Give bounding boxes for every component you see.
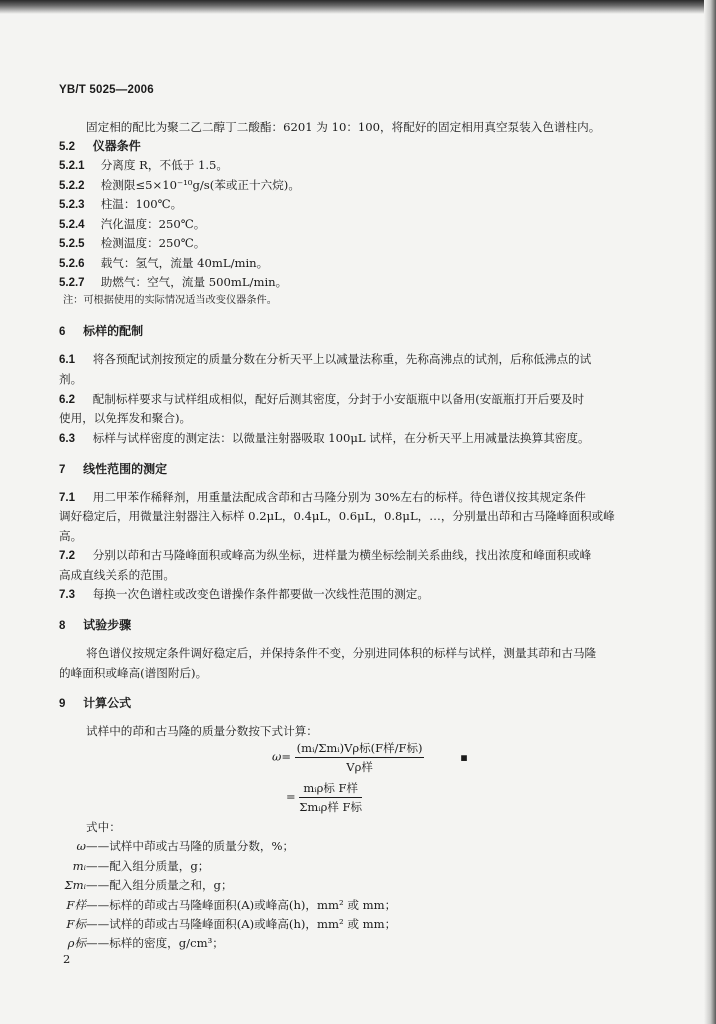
formula-lhs: ω= (272, 749, 292, 764)
formula-line-1 (272, 740, 468, 775)
item-number: 5.2.7 (59, 277, 85, 289)
item-text: 柱温：100℃。 (100, 197, 183, 211)
clause-number: 6.3 (59, 433, 75, 445)
section-5-2-heading (59, 139, 141, 154)
paragraph-text: 的峰面积或峰高(谱图附后)。 (59, 666, 208, 680)
section-number: 6 (59, 326, 66, 338)
paragraph-6-2 (59, 392, 584, 407)
item-number: 5.2.1 (59, 160, 85, 172)
item-text: 检测温度：250℃。 (100, 236, 206, 250)
symbol: mᵢ (72, 859, 86, 873)
clause-number: 7.3 (59, 589, 75, 601)
section-number: 9 (59, 698, 66, 710)
symbol: ρ标 (67, 936, 86, 950)
definition-row (0, 859, 209, 873)
note: 注：可根据使用的实际情况适当改变仪器条件。 (63, 295, 277, 306)
item-number: 5.2.3 (59, 199, 85, 211)
formula-equals: = (286, 789, 296, 804)
formula-line-2 (286, 780, 362, 815)
fraction-numerator: (mᵢ/Σmᵢ)Vρ标(F样/F标) (295, 740, 425, 758)
item-text: 汽化温度：250℃。 (100, 217, 206, 231)
paragraph-text: 高。 (59, 529, 83, 543)
paragraph-text: 使用，以免挥发和聚合)。 (59, 411, 192, 425)
item-number: 5.2.4 (59, 219, 85, 231)
definition-row (0, 936, 224, 950)
item-number: 5.2.5 (59, 238, 85, 250)
clause-number: 6.2 (59, 394, 75, 406)
clause-number: 6.1 (59, 354, 75, 366)
section-number: 8 (59, 620, 66, 632)
definition-row (0, 878, 233, 892)
fraction-denominator: Vρ样 (346, 760, 373, 774)
definition-row (0, 839, 294, 853)
formula-dot: ▪ (460, 749, 468, 764)
section-title: 标样的配制 (83, 324, 144, 338)
section-title: 线性范围的测定 (83, 462, 168, 476)
section-title: 计算公式 (83, 696, 132, 710)
item-text: 检测限≤5×10⁻¹⁰g/s(苯或正十六烷)。 (100, 178, 300, 192)
paragraph-text: 剂。 (59, 372, 83, 386)
section-number: 7 (59, 464, 66, 476)
section-7-heading (59, 462, 167, 477)
paragraph-text: 标样与试样密度的测定法：以微量注射器吸取 100μL 试样，在分析天平上用减量法换算其密度。 (92, 431, 590, 445)
symbol: Σmᵢ (64, 878, 86, 892)
definition-row (0, 917, 396, 931)
clause-number: 7.1 (59, 492, 75, 504)
clause-number: 7.2 (59, 550, 75, 562)
paragraph-6-3 (59, 431, 590, 446)
fraction-denominator: Σmᵢρ样 F标 (299, 800, 363, 814)
paragraph-text: 配制标样要求与试样组成相似，配好后测其密度，分封于小安瓿瓶中以备用(安瓿瓶打开后要及时 (92, 392, 585, 406)
list-item (59, 197, 182, 212)
symbol: ω (76, 839, 86, 853)
section-title: 试验步骤 (83, 618, 132, 632)
fraction (299, 780, 362, 815)
item-number: 5.2.2 (59, 180, 85, 192)
fraction (295, 740, 425, 775)
paragraph-7-1 (59, 490, 586, 505)
definition-text: ——配入组分质量，g； (86, 859, 210, 873)
list-item (59, 158, 228, 173)
formula-intro: 试样中的茚和古马隆的质量分数按下式计算： (86, 724, 318, 738)
paragraph-text: 调好稳定后，用微量注射器注入标样 0.2μL，0.4μL，0.6μL，0.8μL，…，分别量出茚和古马隆峰面积或峰 (59, 509, 615, 523)
definition-text: ——标样的茚或古马隆峰面积(A)或峰高(h)，mm² 或 mm； (86, 898, 397, 912)
paragraph-text: 用二甲苯作稀释剂，用重量法配成含茚和古马隆分别为 30%左右的标样。待色谱仪按其规定条件 (92, 490, 586, 504)
page-number: 2 (63, 952, 71, 966)
intro-line: 固定相的配比为聚二乙二醇丁二酸酯：6201 为 10：100，将配好的固定相用真空泵装入色谱柱内。 (86, 120, 601, 134)
section-6-heading (59, 324, 143, 339)
list-item (59, 217, 205, 232)
section-8-heading (59, 618, 131, 633)
fraction-numerator: mᵢρ标 F样 (299, 780, 362, 798)
list-item (59, 275, 287, 290)
paragraph-7-2 (59, 548, 591, 563)
definition-text: ——试样中茚或古马隆的质量分数，%； (86, 839, 295, 853)
section-title: 仪器条件 (92, 139, 141, 153)
standard-code: YB/T 5025—2006 (59, 84, 154, 96)
paragraph-text: 将色谱仪按规定条件调好稳定后，并保持条件不变，分别进同体积的标样与试样，测量其茚和古马隆 (86, 646, 597, 660)
list-item (59, 178, 300, 193)
item-number: 5.2.6 (59, 258, 85, 270)
paragraph-6-1 (59, 352, 591, 367)
definition-text: ——试样的茚或古马隆峰面积(A)或峰高(h)，mm² 或 mm； (86, 917, 397, 931)
definition-row (0, 898, 396, 912)
list-item (59, 236, 205, 251)
paragraph-text: 分别以茚和古马隆峰面积或峰高为纵坐标，进样量为横坐标绘制关系曲线，找出浓度和峰面积或峰 (92, 548, 592, 562)
section-number: 5.2 (59, 141, 75, 153)
paragraph-text: 将各预配试剂按预定的质量分数在分析天平上以减量法称重，先称高沸点的试剂，后称低沸点的试 (92, 352, 592, 366)
section-9-heading (59, 696, 131, 711)
definition-text: ——标样的密度，g/cm³； (86, 936, 224, 950)
item-text: 载气：氢气，流量 40mL/min。 (100, 256, 269, 270)
symbol: F标 (66, 917, 86, 931)
paragraph-text: 每换一次色谱柱或改变色谱操作条件都要做一次线性范围的测定。 (92, 587, 429, 601)
paragraph-7-3 (59, 587, 429, 602)
definition-text: ——配入组分质量之和，g； (86, 878, 233, 892)
item-text: 助燃气：空气，流量 500mL/min。 (100, 275, 288, 289)
item-text: 分离度 R，不低于 1.5。 (100, 158, 228, 172)
list-item (59, 256, 268, 271)
symbol: F样 (66, 898, 86, 912)
paragraph-text: 高成直线关系的范围。 (59, 568, 175, 582)
where-label: 式中： (86, 820, 121, 834)
